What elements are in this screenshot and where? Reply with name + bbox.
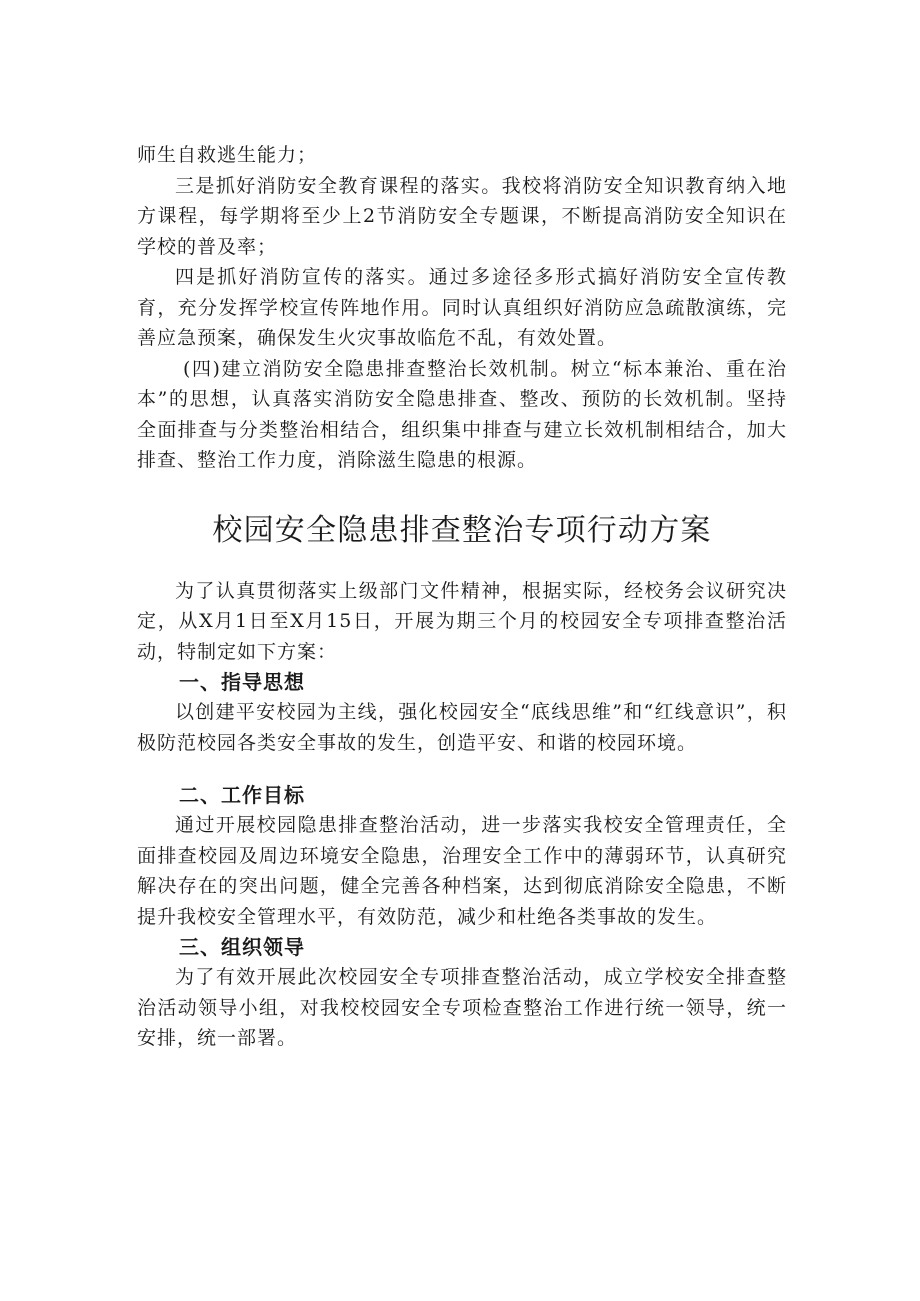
preface-paragraph: 为了认真贯彻落实上级部门文件精神，根据实际，经校务会议研究决定，从X月1日至X月15日，开展为期三个月的校园安全专项排查整治活动，特制定如下方案： <box>137 579 787 663</box>
section-body-guiding-thought: 以创建平安校园为主线，强化校园安全“底线思维”和“红线意识”，积极防范校园各类安全事故的发生，创造平安、和谐的校园环境。 <box>137 701 787 754</box>
intro-paragraph-2: 三是抓好消防安全教育课程的落实。我校将消防安全知识教育纳入地方课程，每学期将至少上2节消防安全专题课，不断提高消防安全知识在学校的普及率； <box>137 174 787 258</box>
document-page <box>137 140 787 1054</box>
section-body-organization: 为了有效开展此次校园安全专项排查整治活动，成立学校安全排查整治活动领导小组，对我校校园安全专项检查整治工作进行统一领导，统一安排，统一部署。 <box>137 966 787 1049</box>
intro-paragraph-1: 师生自救逃生能力； <box>137 144 318 166</box>
section-heading-guiding-thought: 一、指导思想 <box>179 670 305 694</box>
intro-paragraph-4: (四)建立消防安全隐患排查整治长效机制。树立“标本兼治、重在治本”的思想，认真落实消防安全隐患排查、整改、预防的长效机制。坚持全面排查与分类整治相结合，组织集中排查与建立长效机制相结合，加大排查、整治工作力度，消除滋生隐患的根源。 <box>137 357 787 471</box>
document-title: 校园安全隐患排查整治专项行动方案 <box>212 512 712 548</box>
section-heading-work-goals: 二、工作目标 <box>179 783 305 807</box>
intro-paragraph-3: 四是抓好消防宣传的落实。通过多途径多形式搞好消防安全宣传教育，充分发挥学校宣传阵地作用。同时认真组织好消防应急疏散演练，完善应急预案，确保发生火灾事故临危不乱，有效处置。 <box>137 266 787 349</box>
section-body-work-goals: 通过开展校园隐患排查整治活动，进一步落实我校安全管理责任，全面排查校园及周边环境安全隐患，治理安全工作中的薄弱环节，认真研究解决存在的突出问题，健全完善各种档案，达到彻底消除安全隐患，不断提升我校安全管理水平，有效防范，减少和杜绝各类事故的发生。 <box>137 814 787 928</box>
section-heading-organization: 三、组织领导 <box>179 935 305 959</box>
